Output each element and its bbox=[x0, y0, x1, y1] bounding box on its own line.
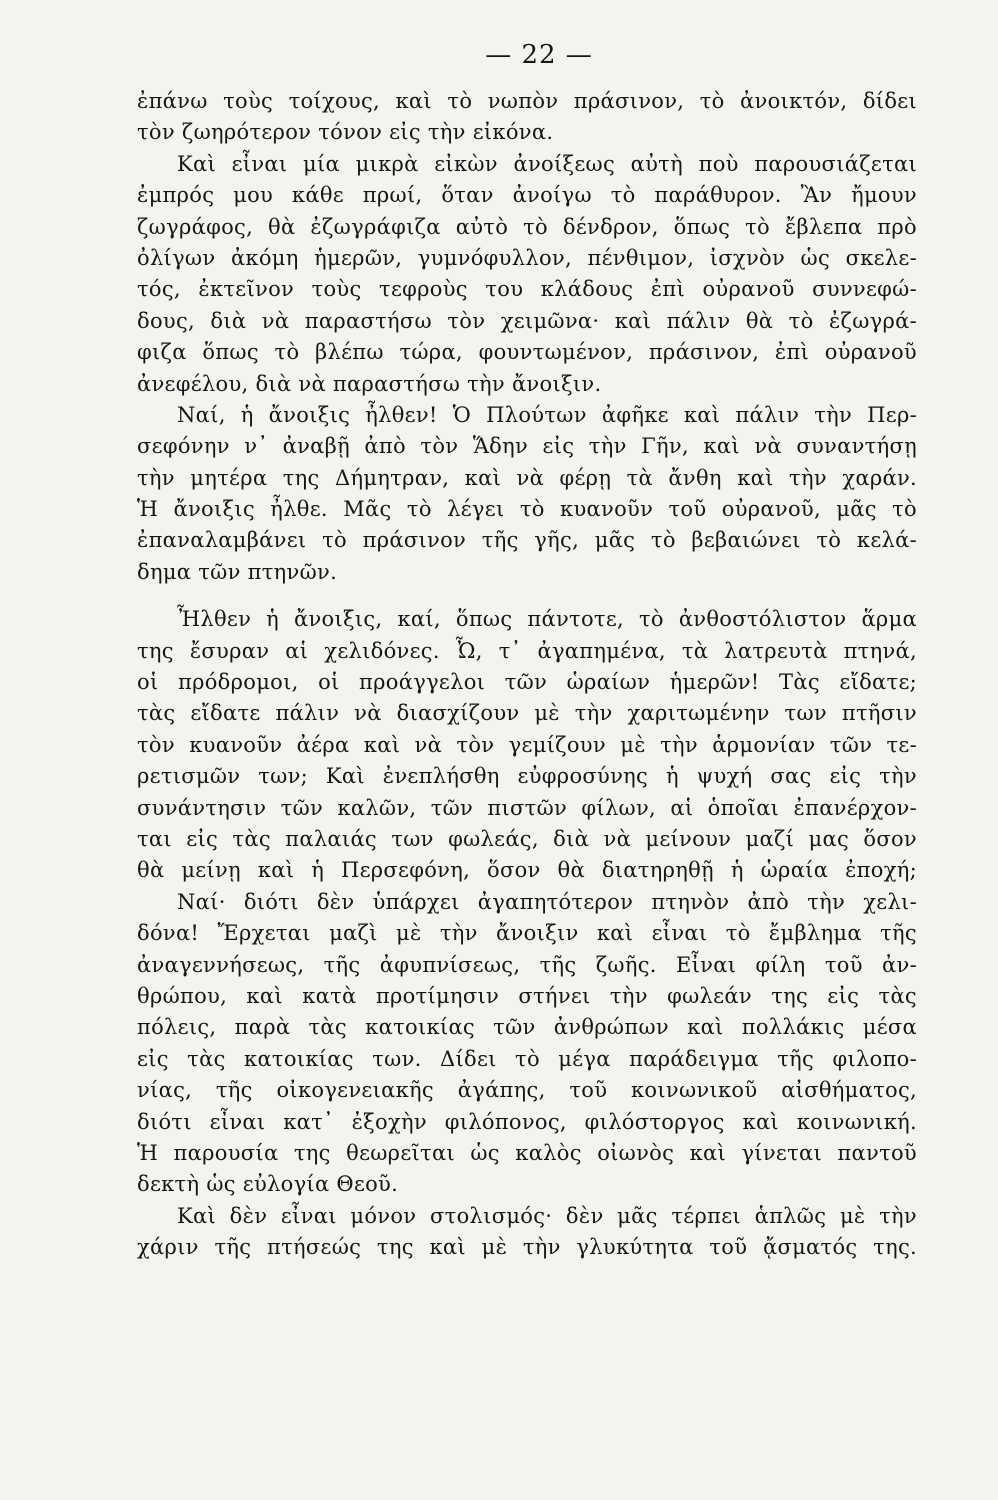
text-line: δους, διὰ νὰ παραστήσω τὸν χειμῶνα· καὶ πάλιν θὰ τὸ ἐζωγρά- bbox=[137, 308, 917, 333]
text-line: ἐπάνω τοὺς τοίχους, καὶ τὸ νωπὸν πράσινον, τὸ ἀνοικτόν, δίδει bbox=[137, 89, 917, 113]
text-line: ἀναγεννήσεως, τῆς ἀφυπνίσεως, τῆς ζωῆς. Εἶναι φίλη τοῦ ἀν- bbox=[137, 952, 917, 977]
text-line: τὸν κυανοῦν ἀέρα καὶ νὰ τὸν γεμίζουν μὲ τὴν ἁρμονίαν τῶν τε- bbox=[137, 732, 917, 757]
text-line: δόνα! Ἔρχεται μαζὶ μὲ τὴν ἄνοιξιν καὶ εἶναι τὸ ἔμβλημα τῆς bbox=[137, 921, 917, 946]
text-line: ἐμπρός μου κάθε πρωί, ὅταν ἀνοίγω τὸ παράθυρον. Ἂν ἤμουν bbox=[137, 183, 917, 208]
text-line: δημα τῶν πτηνῶν. bbox=[137, 559, 338, 584]
text-line: ἐπαναλαμβάνει τὸ πράσινον τῆς γῆς, μᾶς τὸ βεβαιώνει τὸ κελά- bbox=[137, 528, 917, 553]
text-line: ὀλίγων ἀκόμη ἡμερῶν, γυμνόφυλλον, πένθιμον, ἰσχνὸν ὡς σκελε- bbox=[137, 245, 917, 270]
text-line: ζωγράφος, θὰ ἐζωγράφιζα αὐτὸ τὸ δένδρον, ὅπως τὸ ἔβλεπα πρὸ bbox=[137, 214, 917, 239]
text-line: της ἔσυραν αἱ χελιδόνες. Ὦ, τ᾽ ἀγαπημένα, τὰ λατρευτὰ πτηνά, bbox=[137, 638, 917, 663]
text-line: τὴν μητέρα της Δήμητραν, καὶ νὰ φέρῃ τὰ ἄνθη καὶ τὴν χαράν. bbox=[137, 465, 917, 490]
text-line: Ἡ ἄνοιξις ἦλθε. Μᾶς τὸ λέγει τὸ κυανοῦν τοῦ οὐρανοῦ, μᾶς τὸ bbox=[137, 497, 917, 522]
text-line: δεκτὴ ὡς εὐλογία Θεοῦ. bbox=[137, 1172, 399, 1197]
text-line: εἰς τὰς κατοικίας των. Δίδει τὸ μέγα παράδειγμα τῆς φιλοπο- bbox=[137, 1046, 917, 1071]
text-line: θὰ μείνῃ καὶ ἡ Περσεφόνη, ὅσον θὰ διατηρηθῇ ἡ ὡραία ἐποχή; bbox=[137, 858, 917, 883]
text-line: διότι εἶναι κατ᾽ ἐξοχὴν φιλόπονος, φιλόστοργος καὶ κοινωνική. bbox=[137, 1109, 917, 1134]
text-line: συνάντησιν τῶν καλῶν, τῶν πιστῶν φίλων, αἱ ὁποῖαι ἐπανέρχον- bbox=[137, 795, 917, 820]
text-line: φιζα ὅπως τὸ βλέπω τώρα, φουντωμένον, πράσινον, ἐπὶ οὐρανοῦ bbox=[137, 340, 917, 365]
text-line: τός, ἐκτεῖνον τοὺς τεφροὺς του κλάδους ἐπὶ οὐρανοῦ συννεφώ- bbox=[137, 277, 917, 302]
text-line: σεφόνην ν᾽ ἀναβῇ ἀπὸ τὸν Ἅδην εἰς τὴν Γῆν, καὶ νὰ συναντήσῃ bbox=[137, 434, 917, 459]
text-line: τὸν ζωηρότερον τόνον εἰς τὴν εἰκόνα. bbox=[137, 120, 554, 145]
text-line: Καὶ εἶναι μία μικρὰ εἰκὼν ἀνοίξεως αὐτὴ ποὺ παρουσιάζεται bbox=[177, 151, 917, 176]
text-line: νίας, τῆς οἰκογενειακῆς ἀγάπης, τοῦ κοινωνικοῦ αἰσθήματος, bbox=[137, 1078, 917, 1103]
text-line: τὰς εἴδατε πάλιν νὰ διασχίζουν μὲ τὴν χαριτωμένην των πτῆσιν bbox=[137, 701, 917, 726]
body-text bbox=[137, 86, 917, 1263]
text-line: Καὶ δὲν εἶναι μόνον στολισμός· δὲν μᾶς τέρπει ἁπλῶς μὲ τὴν bbox=[177, 1203, 917, 1228]
text-line: οἱ πρόδρομοι, οἱ προάγγελοι τῶν ὡραίων ἡμερῶν! Τὰς εἴδατε; bbox=[137, 670, 917, 695]
text-line: ρετισμῶν των; Καὶ ἐνεπλήσθη εὐφροσύνης ἡ ψυχή σας εἰς τὴν bbox=[137, 764, 917, 789]
text-line: πόλεις, παρὰ τὰς κατοικίας τῶν ἀνθρώπων καὶ πολλάκις μέσα bbox=[137, 1015, 917, 1040]
text-line: χάριν τῆς πτήσεώς της καὶ μὲ τὴν γλυκύτητα τοῦ ᾄσματός της. bbox=[137, 1235, 917, 1260]
text-line: Ναί· διότι δὲν ὑπάρχει ἀγαπητότερον πτηνὸν ἀπὸ τὴν χελι- bbox=[177, 889, 917, 914]
text-line: Ἡ παρουσία της θεωρεῖται ὡς καλὸς οἰωνὸς καὶ γίνεται παντοῦ bbox=[137, 1140, 917, 1165]
text-line: Ἦλθεν ἡ ἄνοιξις, καί, ὅπως πάντοτε, τὸ ἀνθοστόλιστον ἅρμα bbox=[177, 607, 917, 632]
page-number: — 22 — bbox=[485, 40, 593, 70]
text-line: ἀνεφέλου, διὰ νὰ παραστήσω τὴν ἄνοιξιν. bbox=[137, 371, 602, 396]
text-line: Ναί, ἡ ἄνοιξις ἦλθεν! Ὁ Πλούτων ἀφῆκε καὶ πάλιν τὴν Περ- bbox=[177, 402, 917, 427]
text-line: θρώπου, καὶ κατὰ προτίμησιν στήνει τὴν φωλεάν της εἰς τὰς bbox=[137, 983, 917, 1008]
text-line: ται εἰς τὰς παλαιάς των φωλεάς, διὰ νὰ μείνουν μαζί μας ὅσον bbox=[137, 826, 917, 851]
